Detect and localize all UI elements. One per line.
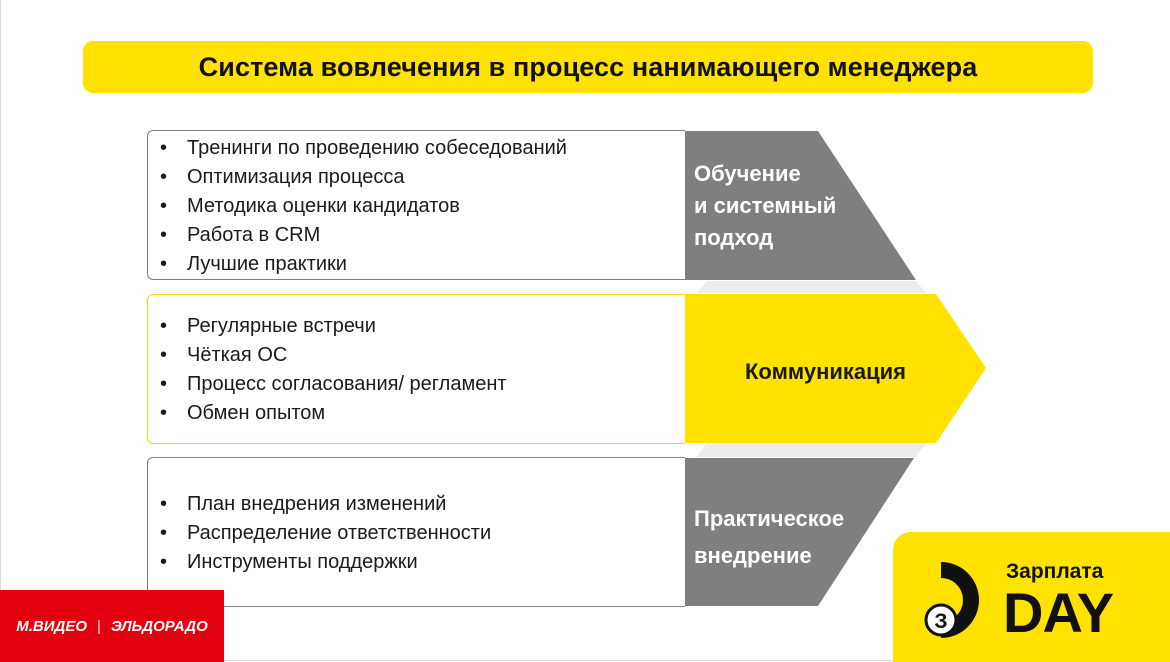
list-item: • Инструменты поддержки [160, 548, 491, 577]
list-item: • Процесс согласования/ регламент [160, 370, 507, 399]
list-item: • Работа в CRM [160, 221, 567, 250]
list-item: • Методика оценки кандидатов [160, 192, 567, 221]
mvideo-eldorado-logo: М.ВИДЕО | ЭЛЬДОРАДО [0, 590, 224, 662]
connector-band-2 [697, 443, 926, 457]
list-item: • Чёткая ОС [160, 341, 507, 370]
zarplata-day-logo: З Зарплата DAY [893, 532, 1170, 662]
stage-2-label: Коммуникация [745, 359, 907, 384]
connector-band-1 [697, 281, 926, 293]
stage-3-label: Практическое внедрение [694, 506, 845, 568]
slide-title: Система вовлечения в процесс нанимающего менеджера [198, 51, 978, 82]
stage-1-box [147, 130, 685, 280]
stage-2-box [147, 294, 685, 444]
stage-1-label: Обучение и системный подход [694, 161, 837, 250]
list-item: • Обмен опытом [160, 399, 507, 428]
stage-3-box [147, 457, 685, 607]
list-item: • Регулярные встречи [160, 312, 507, 341]
list-item: • Распределение ответственности [160, 519, 491, 548]
list-item: • Оптимизация процесса [160, 163, 567, 192]
zarplata-day-mark-icon [923, 558, 1003, 642]
svg-text:З: З [934, 610, 948, 633]
stage-1-list [160, 134, 567, 279]
list-item: • Тренинги по проведению собеседований [160, 134, 567, 163]
stage-2-list [160, 312, 507, 428]
list-item: • Лучшие практики [160, 250, 567, 279]
stage-3-list [160, 490, 491, 577]
list-item: • План внедрения изменений [160, 490, 491, 519]
